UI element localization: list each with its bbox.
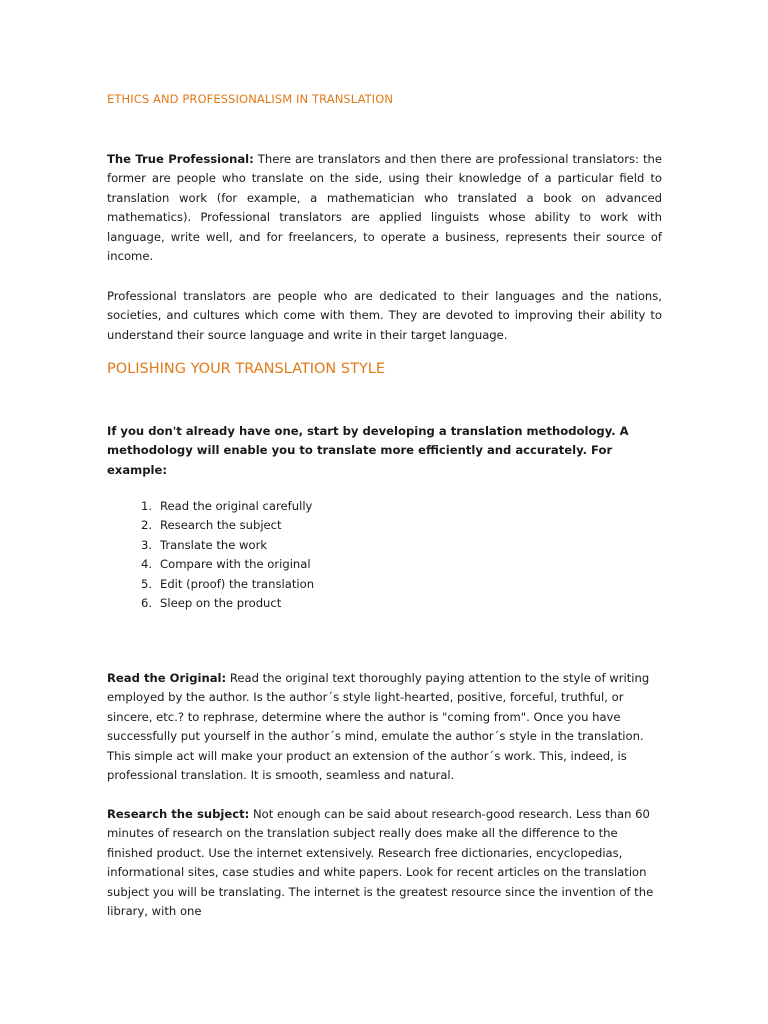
list-item-text: Research the subject: [160, 518, 282, 533]
list-item: [107, 536, 314, 555]
list-item: [107, 555, 314, 574]
list-item-number: 2.: [140, 518, 152, 533]
methodology-steps-list: [107, 497, 314, 613]
paragraph-lead: The True Professional:: [107, 152, 254, 166]
paragraph-read-original: [107, 669, 662, 785]
list-item-text: Compare with the original: [160, 557, 311, 572]
list-item: [107, 575, 314, 594]
section-heading-polishing: POLISHING YOUR TRANSLATION STYLE: [107, 361, 386, 377]
paragraph-text: There are translators and then there are professional translators: the former are people who translate on the side, using their knowledge of a particular field to translation work (for example, a mathematician who translated a book on advanced mathematics). Professional translators are applied linguists whose ability to work with language, write well, and for freelancers, to operate a business, represents their source of income.: [107, 152, 662, 264]
list-item-number: 6.: [140, 596, 152, 611]
list-item-number: 1.: [140, 499, 152, 513]
paragraph-research-subject: [107, 805, 662, 921]
paragraph-lead: Read the Original:: [107, 671, 227, 685]
list-item: [107, 594, 314, 613]
list-item: [107, 497, 314, 516]
paragraph-text: Read the original text thoroughly paying attention to the style of writing employed by the author. Is the author´s style light-hearted, positive, forceful, truthful, or sincere, etc.? to rephrase, determine where the author is "coming from". Once you have successfully put yourself in the author´s mind, emulate the author´s style in the translation. This simple act will make your product an extension of the author´s work. This, indeed, is professional translation. It is smooth, seamless and natural.: [107, 671, 650, 783]
list-item-text: Edit (proof) the translation: [160, 576, 315, 591]
list-item-text: Translate the work: [160, 537, 268, 552]
list-item-number: 3.: [140, 537, 152, 552]
paragraph-professional-translators: Professional translators are people who are dedicated to their languages and the nations, societies, and cultures which come with them. They are devoted to improving their ability to understand their source language and write in their target language.: [107, 289, 662, 342]
document-title: ETHICS AND PROFESSIONALISM IN TRANSLATION: [107, 92, 394, 106]
paragraph-true-professional: [107, 150, 662, 266]
paragraph-lead: Research the subject:: [107, 807, 250, 821]
list-item-number: 5.: [140, 576, 152, 591]
paragraph-text: Not enough can be said about research-good research. Less than 60 minutes of research on the translation subject really does make all the difference to the finished product. Use the internet extensively. Research free dictionaries, encyclopedias, informational sites, case studies and white papers. Look for recent articles on the translation subject you will be translating. The internet is the greatest resource since the invention of the library, with one: [107, 807, 654, 919]
methodology-intro: If you don't already have one, start by developing a translation methodology. A methodology will enable you to translate more efficiently and accurately. For example:: [107, 424, 629, 477]
list-item-number: 4.: [140, 557, 152, 572]
list-item: [107, 516, 314, 535]
list-item-text: Sleep on the product: [160, 596, 282, 611]
list-item-text: Read the original carefully: [160, 499, 313, 513]
